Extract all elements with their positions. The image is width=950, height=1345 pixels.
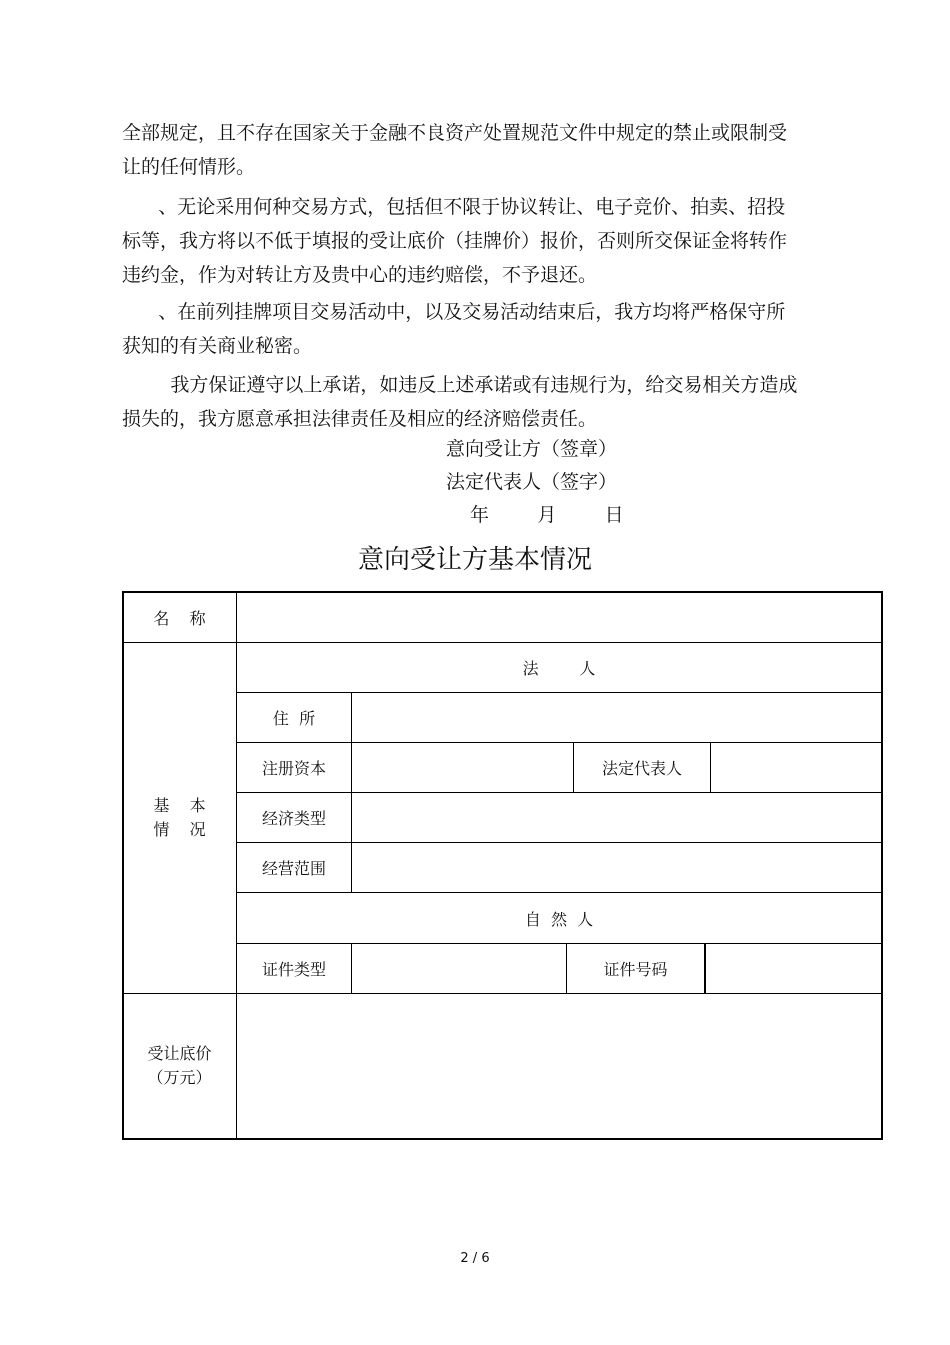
registered-capital-label: 注册资本 (261, 759, 326, 778)
page-number: 2 / 6 (460, 1251, 490, 1266)
base-price-label: 受让底价 （万元） (147, 1044, 212, 1087)
signature-representative: 法定代表人（签字） (446, 471, 618, 493)
registered-capital-field[interactable] (352, 743, 573, 792)
id-type-label: 证件类型 (261, 960, 326, 979)
base-price-field[interactable] (237, 994, 881, 1138)
id-type-field[interactable] (352, 944, 566, 993)
business-scope-label: 经营范围 (261, 859, 326, 878)
legal-rep-label: 法定代表人 (601, 759, 682, 778)
economic-type-label: 经济类型 (261, 809, 326, 828)
paragraph-4: 我方保证遵守以上承诺，如违反上述承诺或有违规行为，给交易相关方造成损失的，我方愿意承担法律责任及相应的经济赔偿责任。 (122, 374, 798, 430)
legal-rep-field[interactable] (711, 743, 881, 792)
paragraph-1: 全部规定，且不存在国家关于金融不良资产处置规范文件中规定的禁止或限制受让的任何情形。 (122, 122, 788, 178)
name-label: 名 称 (153, 608, 206, 628)
economic-type-field[interactable] (352, 793, 881, 842)
paragraph-3: 、在前列挂牌项目交易活动中，以及交易活动结束后，我方均将严格保守所获知的有关商业秘密。 (122, 301, 786, 357)
id-number-label: 证件号码 (603, 960, 668, 979)
basic-info-label: 基 本 情 况 (153, 796, 206, 839)
id-number-field[interactable] (706, 944, 881, 993)
paragraph-2: 、无论采用何种交易方式，包括但不限于协议转让、电子竞价、拍卖、招投标等，我方将以不低于填报的受让底价（挂牌价）报价，否则所交保证金将转作违约金，作为对转让方及贵中心的违约赔偿，不予退还。 (122, 196, 788, 286)
residence-label: 住 所 (272, 709, 316, 728)
signature-party: 意向受让方（签章） (446, 438, 618, 460)
natural-person-header: 自 然 人 (524, 909, 594, 929)
business-scope-field[interactable] (352, 843, 881, 892)
table-title: 意向受让方基本情况 (357, 545, 592, 575)
legal-person-header: 法 人 (522, 659, 596, 678)
name-value-field[interactable] (237, 592, 881, 642)
residence-field[interactable] (352, 693, 881, 742)
signature-date: 年 月 日 (470, 504, 624, 526)
